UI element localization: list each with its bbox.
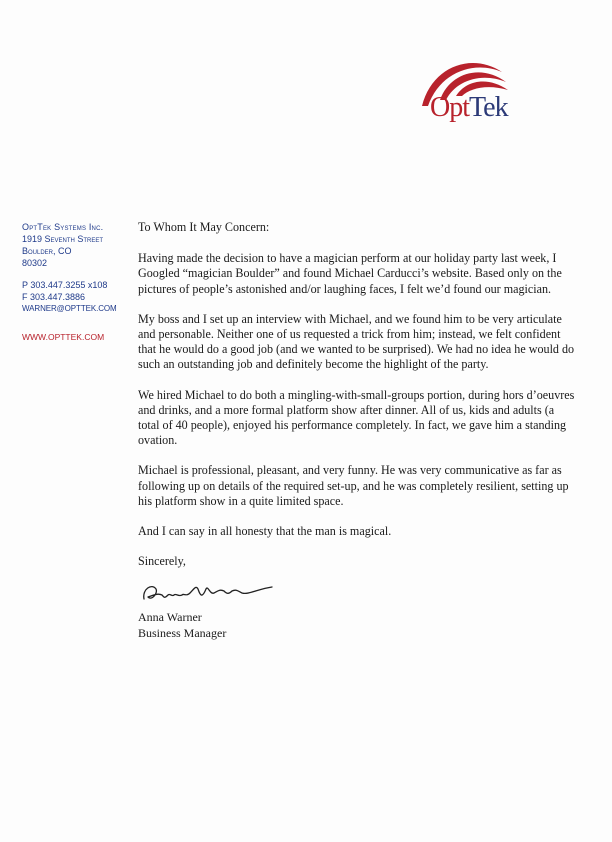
paragraph-4: Michael is professional, pleasant, and very funny. He was very communicative as far as following up on details of the required set-up, and he was completely resilient, setting up his platform show in a quite limited space.: [138, 463, 569, 508]
paragraph-5: And I can say in all honesty that the man is magical.: [138, 524, 392, 539]
letter-body: [138, 220, 578, 569]
website-link[interactable]: WWW.OPTTEK.COM: [22, 332, 105, 342]
zip-code: 80302: [22, 258, 48, 268]
email-address: WARNER@OPTTEK.COM: [22, 304, 117, 313]
phone-number: P 303.447.3255 x108: [22, 280, 108, 290]
logo-tek-text: Tek: [469, 92, 508, 123]
closing: Sincerely,: [138, 554, 186, 569]
paragraph-1: Having made the decision to have a magician perform at our holiday party last week, I Googled “magician Boulder” and found Michael Carducci’s website. Based only on the pictures of people’s astonished and/or laughing faces, I felt we’d found our magician.: [138, 251, 562, 296]
city-state: Boulder, CO: [22, 246, 72, 256]
letterhead-address: [22, 221, 132, 343]
salutation: To Whom It May Concern:: [138, 220, 270, 234]
handwritten-signature: [138, 575, 278, 607]
signer-name: Anna Warner: [138, 610, 202, 624]
fax-number: F 303.447.3886: [22, 292, 86, 302]
signer-title: Business Manager: [138, 625, 227, 640]
street-address: 1919 Seventh Street: [22, 234, 104, 244]
logo-opt-text: Opt: [430, 92, 469, 123]
company-logo: [410, 50, 520, 140]
logo-wordmark: [430, 94, 508, 122]
company-name: OptTek Systems Inc.: [22, 222, 104, 232]
paragraph-2: My boss and I set up an interview with Michael, and we found him to be very articulate and personable. Neither one of us requested a trick from him; instead, we felt confident that he would do a good job (and we wanted to be surprised). We had no idea he would do such an outstanding job and definitely become the highlight of the party.: [138, 311, 575, 372]
paragraph-3: We hired Michael to do both a mingling-with-small-groups portion, during hors d’oeuvres and drinks, and a more formal platform show after dinner. All of us, kids and adults (a total of 40 people), enjoyed his performance completely. In fact, we gave him a standing ovation.: [138, 387, 575, 448]
signature-block: [138, 610, 226, 641]
